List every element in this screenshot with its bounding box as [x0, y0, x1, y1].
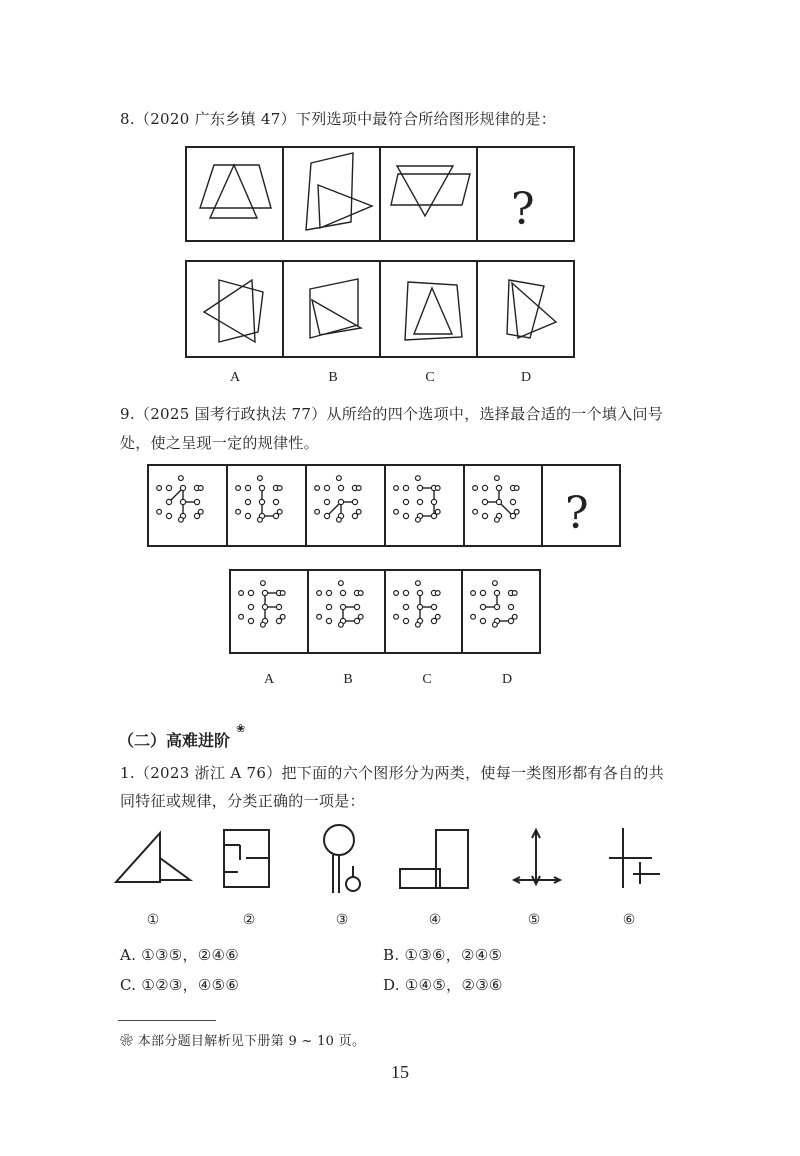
q9-question-mark: ? [565, 488, 589, 539]
q9-question-line2: 处，使之呈现一定的规律性。 [120, 434, 319, 452]
q9-option-d-label: D [501, 672, 513, 687]
q1-option-d: D. ①④⑤，②③⑥ [383, 976, 503, 994]
q8-option-d-label: D [520, 370, 532, 385]
q8-question-mark: ? [511, 184, 535, 235]
q1-numeral-2: ② [242, 913, 256, 928]
q8-option-a-label: A [229, 370, 241, 385]
q1-figure-3 [324, 825, 360, 893]
q8-option-b-label: B [328, 370, 338, 385]
q9-option-a-label: A [263, 672, 275, 687]
q8-question-text: 8.（2020 广东乡镇 47）下列选项中最符合所给图形规律的是： [120, 110, 557, 128]
q1-option-a: A. ①③⑤，②④⑥ [120, 946, 240, 964]
q9-question-line1: 9.（2025 国考行政执法 77）从所给的四个选项中，选择最合适的一个填入问号 [120, 405, 664, 423]
footnote: ❀ 本部分题目解析见下册第 9 ~ 10 页。 [120, 1034, 366, 1049]
q1-figure-4 [400, 830, 468, 888]
section-mark: ❀ [236, 722, 246, 735]
q1-question-line1: 1.（2023 浙江 A 76）把下面的六个图形分为两类，使每一类图形都有各自的共 [120, 764, 665, 782]
section-title: （二）高难进阶 [118, 731, 231, 750]
q1-numeral-6: ⑥ [622, 913, 636, 928]
q1-numeral-3: ③ [335, 913, 349, 928]
q1-numeral-4: ④ [428, 913, 442, 928]
q1-question-line2: 同特征或规律，分类正确的一项是： [120, 792, 365, 810]
q8-option-c-label: C [425, 370, 435, 385]
footnote-divider [118, 1020, 216, 1021]
q9-option-b-label: B [343, 672, 353, 687]
q9-option-c-label: C [422, 672, 432, 687]
q1-figure-6 [609, 828, 660, 888]
q1-figure-5 [514, 830, 560, 884]
page-number: 15 [391, 1062, 409, 1082]
q1-option-b: B. ①③⑥，②④⑤ [383, 946, 503, 964]
q1-figure-1 [116, 833, 190, 882]
q1-numeral-5: ⑤ [527, 913, 541, 928]
q1-figure-2 [224, 830, 269, 887]
q1-numeral-1: ① [146, 913, 160, 928]
q1-option-c: C. ①②③，④⑤⑥ [120, 976, 240, 994]
